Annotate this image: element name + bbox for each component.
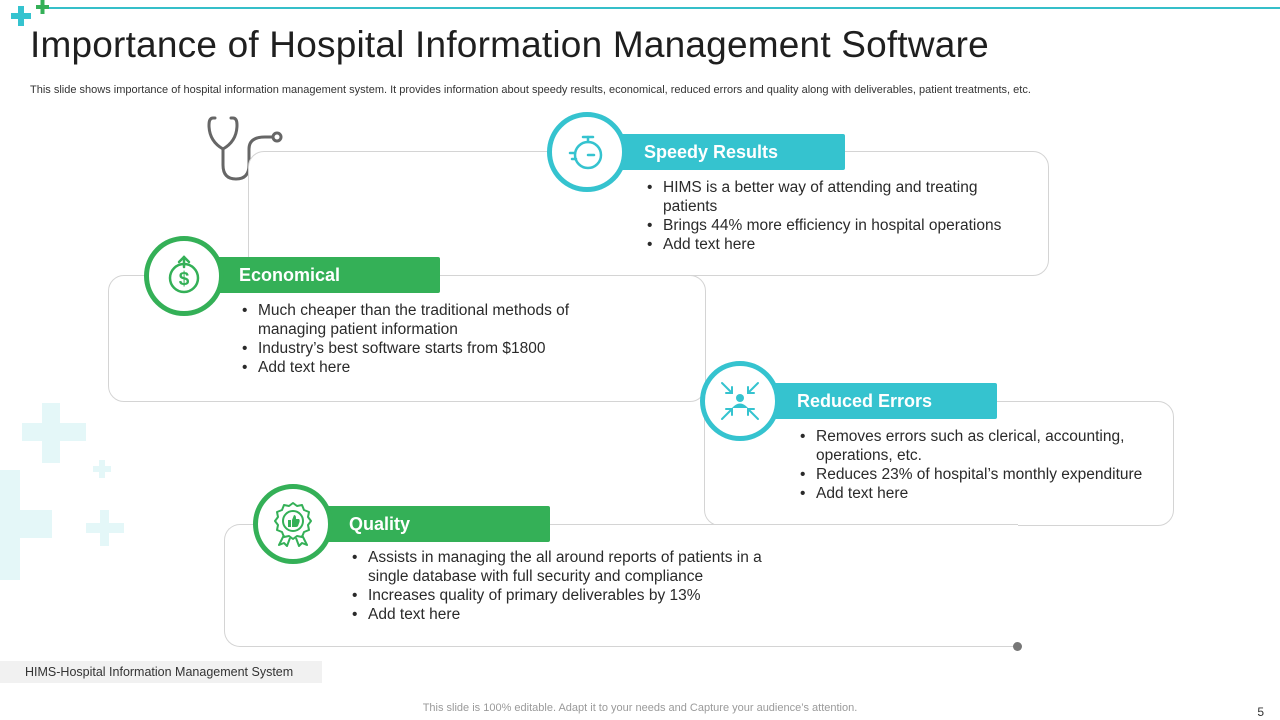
user-focus-icon — [719, 380, 761, 422]
list-item: • Industry’s best software starts from $1800 — [240, 339, 620, 358]
page-subtitle: This slide shows importance of hospital information management system. It provides information about speedy results, economical, reduced errors and quality along with deliverables, patient treatments, etc. — [30, 84, 1031, 96]
abbreviation-note: HIMS-Hospital Information Management System — [0, 661, 322, 683]
speedy-results-ring — [547, 112, 627, 192]
reduced-errors-points — [798, 427, 1168, 503]
reduced-errors-badge — [747, 383, 997, 419]
speedy-results-badge — [593, 134, 845, 170]
speedy-results-title: Speedy Results — [644, 142, 779, 162]
list-item: • Add text here — [350, 605, 770, 624]
quality-ring — [253, 484, 333, 564]
economical-title: Economical — [239, 265, 341, 285]
top-accent-line — [42, 7, 1280, 9]
reduced-errors-ring — [700, 361, 780, 441]
connector-dot — [1013, 642, 1022, 651]
list-item: • Assists in managing the all around reports of patients in a single database with full security and compliance — [350, 548, 770, 586]
reduced-errors-title: Reduced Errors — [797, 391, 933, 411]
list-item: • Add text here — [240, 358, 620, 377]
economical-points — [240, 301, 620, 377]
quality-points — [350, 548, 770, 624]
economical-badge — [188, 257, 440, 293]
background-cross-decoration — [0, 395, 130, 595]
speedy-results-points — [645, 178, 1025, 254]
page-title: Importance of Hospital Information Management Software — [30, 24, 989, 65]
quality-title: Quality — [349, 514, 411, 534]
award-ribbon-icon — [271, 501, 315, 547]
dollar-icon — [163, 255, 205, 297]
editable-note: This slide is 100% editable. Adapt it to your needs and Capture your audience’s attention. — [422, 702, 858, 714]
page-number: 5 — [1257, 705, 1264, 719]
list-item: • Brings 44% more efficiency in hospital operations — [645, 216, 1025, 235]
list-item: • Reduces 23% of hospital’s monthly expenditure — [798, 465, 1168, 484]
quality-badge — [298, 506, 550, 542]
list-item: • Increases quality of primary deliverables by 13% — [350, 586, 770, 605]
list-item: • Much cheaper than the traditional methods of managing patient information — [240, 301, 620, 339]
list-item: • Removes errors such as clerical, accounting, operations, etc. — [798, 427, 1168, 465]
stopwatch-icon — [566, 131, 608, 173]
svg-text:$: $ — [178, 269, 190, 290]
list-item: • HIMS is a better way of attending and treating patients — [645, 178, 1025, 216]
list-item: • Add text here — [645, 235, 1025, 254]
economical-ring — [144, 236, 224, 316]
list-item: • Add text here — [798, 484, 1168, 503]
